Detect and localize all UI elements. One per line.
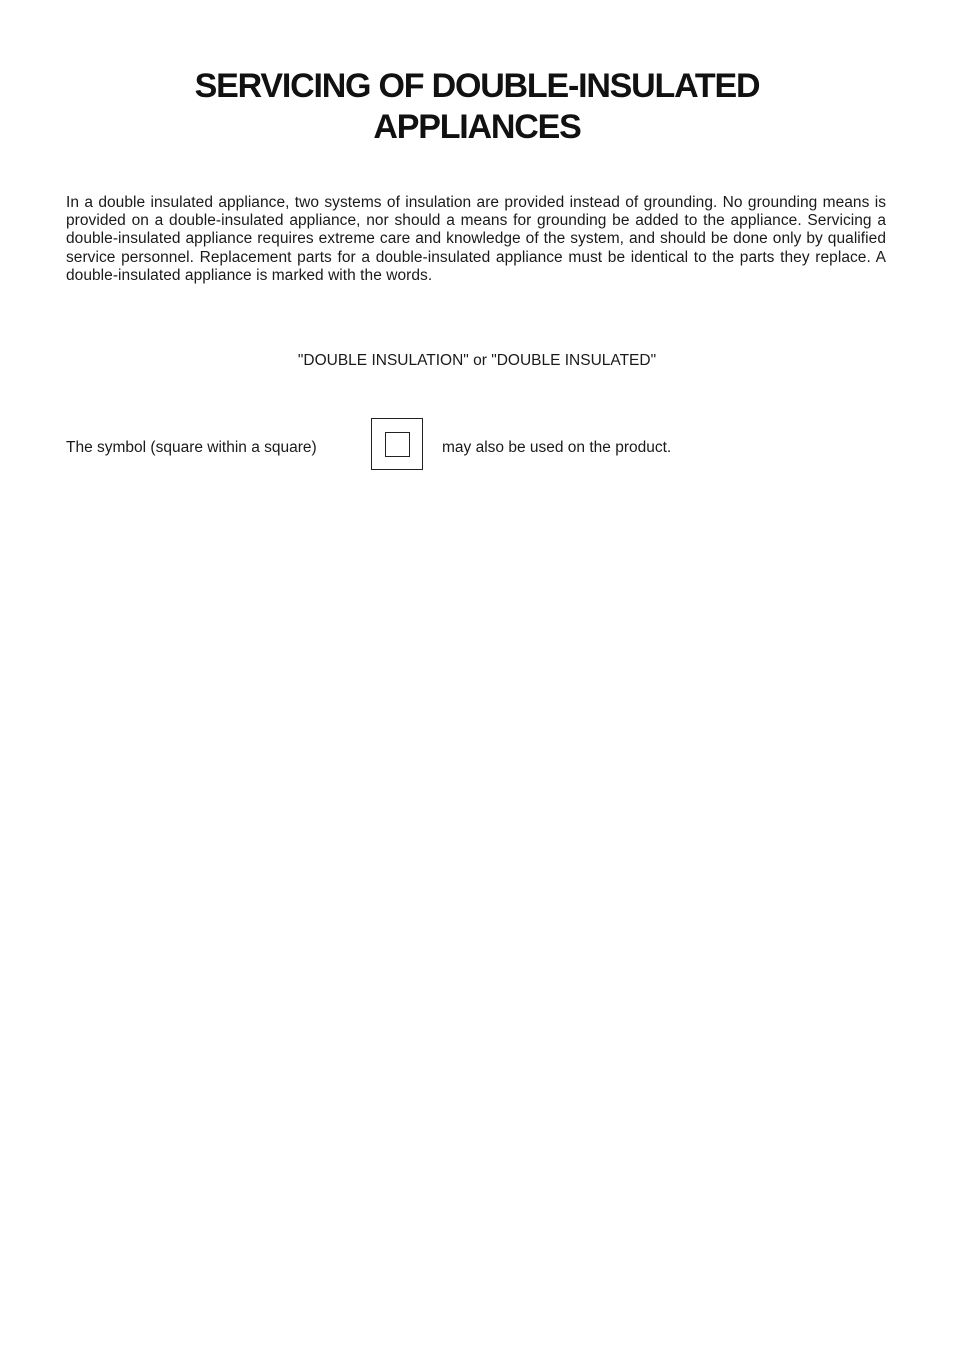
title-line-1: SERVICING OF DOUBLE-INSULATED [194,67,760,105]
marking-words: "DOUBLE INSULATION" or "DOUBLE INSULATED" [297,352,657,369]
inner-square [385,432,410,457]
page-title [0,66,954,148]
symbol-text-before: The symbol (square within a square) [66,439,317,456]
body-paragraph: In a double insulated appliance, two systems of insulation are provided instead of grounding. No grounding means is provided on a double-insulated appliance, nor should a means for grounding be added to the appliance. Servicing a double-insulated appliance requires extreme care and knowledge of the system, and should be done only by qualified service personnel. Replacement parts for a double-insulated appliance must be identical to the parts they replace. A double-insulated appliance is marked with the words. [66,194,886,284]
title-line-2: APPLIANCES [373,108,581,146]
symbol-row [66,418,766,472]
double-square-icon [371,418,423,470]
symbol-text-after: may also be used on the product. [442,439,672,456]
